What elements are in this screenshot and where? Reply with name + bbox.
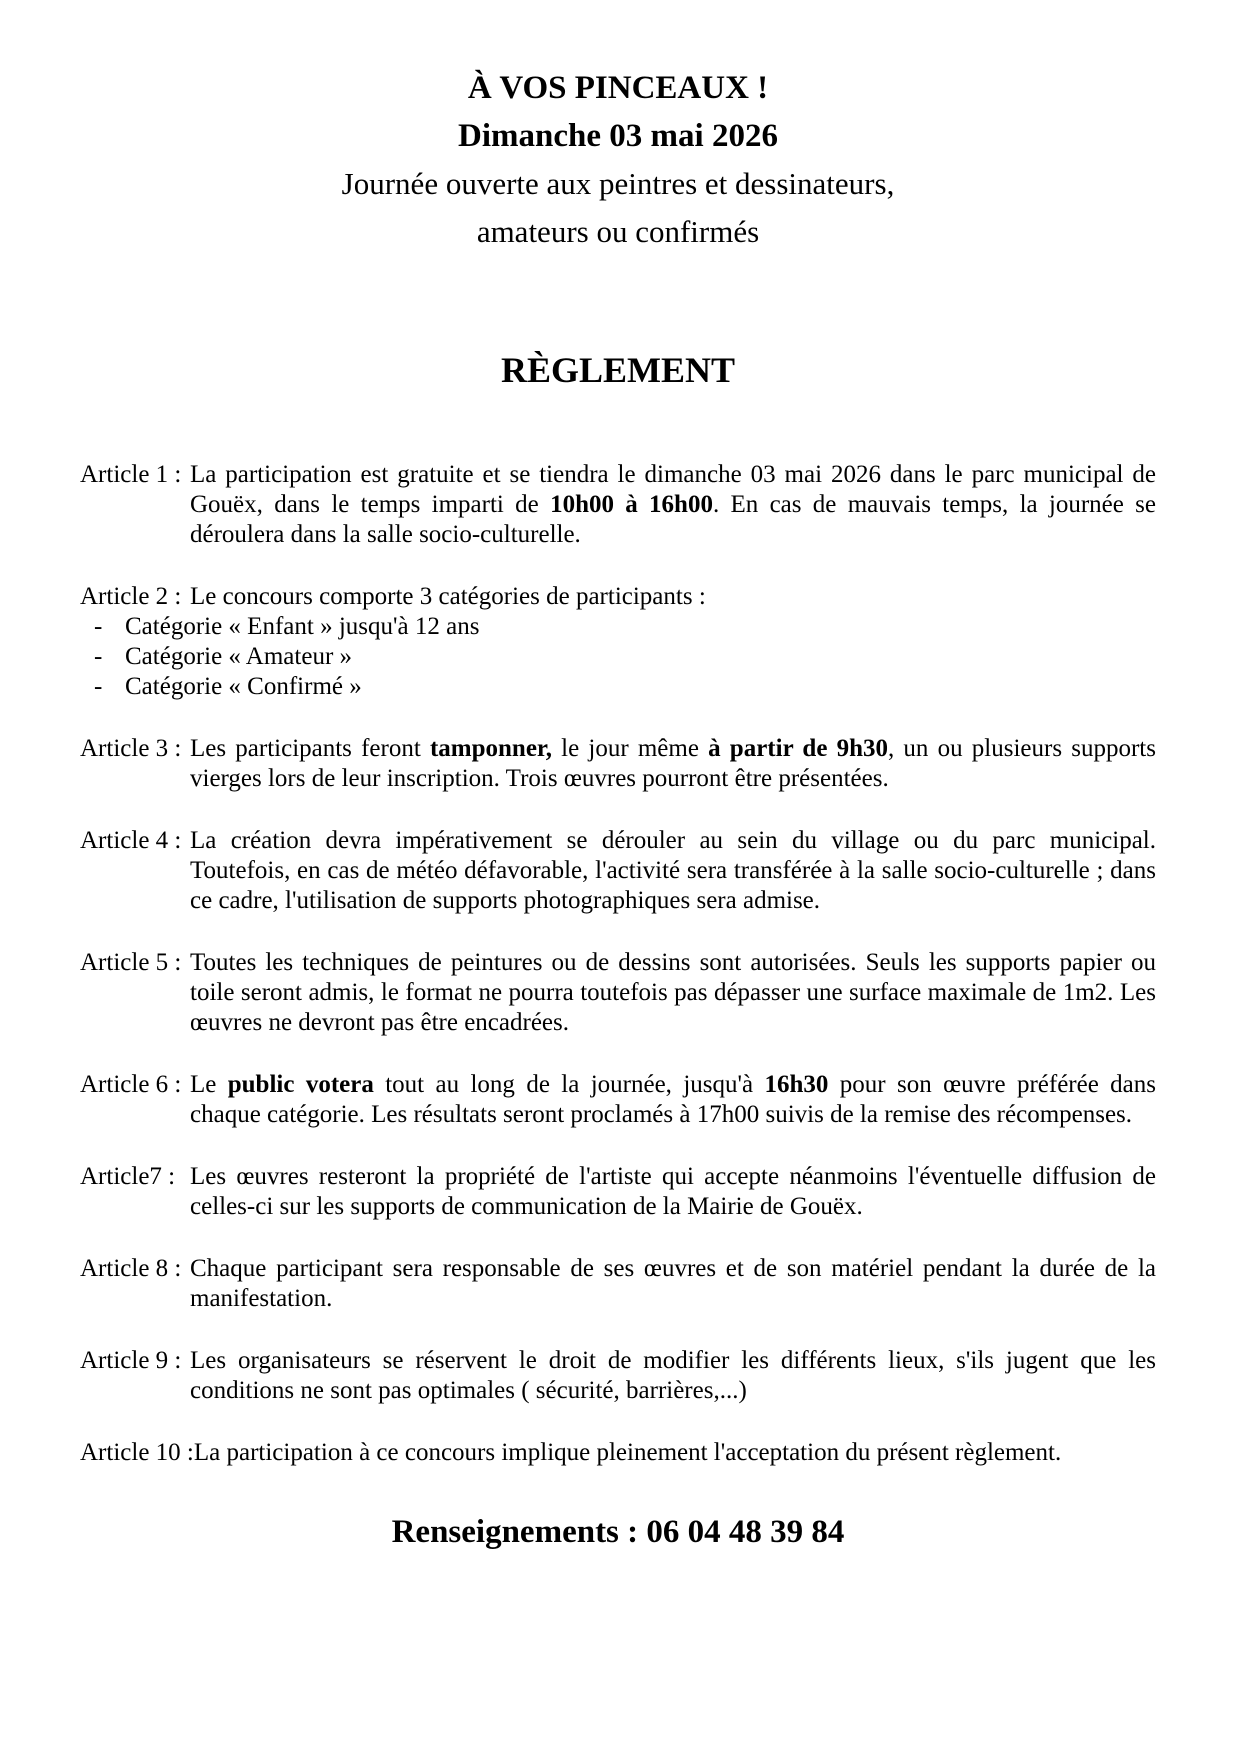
- article-row: [80, 582, 1156, 612]
- article-body: La participation à ce concours implique pleinement l'acceptation du présent règlement.: [193, 1439, 1062, 1466]
- article-row: [80, 826, 1156, 916]
- category-item-label: Catégorie « Enfant » jusqu'à 12 ans: [125, 613, 480, 640]
- document-header: [80, 64, 1156, 256]
- article: [80, 1438, 1156, 1468]
- article-body: Les participants feront tamponner, le jour même à partir de 9h30, un ou plusieurs supports vierges lors de leur inscription. Trois œuvres pourront être présentées.: [190, 735, 1156, 792]
- category-item: [94, 642, 1156, 672]
- article: [80, 1070, 1156, 1130]
- article: [80, 460, 1156, 550]
- contact-info: Renseignements : 06 04 48 39 84: [391, 1514, 845, 1550]
- article-body: Les œuvres resteront la propriété de l'artiste qui accepte néanmoins l'éventuelle diffusion de celles-ci sur les supports de communication de la Mairie de Gouëx.: [190, 1163, 1156, 1220]
- article: [80, 1346, 1156, 1406]
- article: [80, 734, 1156, 794]
- article-body: Le public votera tout au long de la journée, jusqu'à 16h30 pour son œuvre préférée dans chaque catégorie. Les résultats seront proclamés à 17h00 suivis de la remise des récompenses.: [190, 1071, 1157, 1128]
- article: [80, 948, 1156, 1038]
- article-label: Article 10 :: [80, 1439, 194, 1466]
- article-label: Article 3 :: [80, 735, 182, 762]
- article-row: [80, 1070, 1156, 1130]
- category-item: [94, 672, 1156, 702]
- article-body: La participation est gratuite et se tiendra le dimanche 03 mai 2026 dans le parc municipal de Gouëx, dans le temps imparti de 10h00 à 16h00. En cas de mauvais temps, la journée se déroulera dans la salle socio-culturelle.: [190, 461, 1156, 548]
- article-label: Article7 :: [80, 1163, 176, 1190]
- bullet-dash: -: [94, 673, 103, 700]
- category-list: [80, 612, 1156, 702]
- category-item-label: Catégorie « Amateur »: [125, 643, 353, 670]
- article-body: Chaque participant sera responsable de ses œuvres et de son matériel pendant la durée de la manifestation.: [190, 1255, 1156, 1312]
- article-row: [80, 1438, 1156, 1468]
- category-item-label: Catégorie « Confirmé »: [125, 673, 362, 700]
- article-row: [80, 460, 1156, 550]
- article-label: Article 5 :: [80, 949, 182, 976]
- article-label: Article 1 :: [80, 461, 182, 488]
- article-row: [80, 734, 1156, 794]
- article-label: Article 8 :: [80, 1255, 182, 1282]
- article-label: Article 2 :: [80, 583, 182, 610]
- article-label: Article 6 :: [80, 1071, 182, 1098]
- article: [80, 1254, 1156, 1314]
- articles-list: [80, 460, 1156, 1468]
- event-date: Dimanche 03 mai 2026: [458, 118, 778, 154]
- category-item: [94, 612, 1156, 642]
- article-label: Article 9 :: [80, 1347, 182, 1374]
- article-body: Le concours comporte 3 catégories de participants :: [190, 583, 706, 610]
- article: [80, 1162, 1156, 1222]
- event-subtitle-line-2: amateurs ou confirmés: [476, 214, 760, 249]
- article-row: [80, 1346, 1156, 1406]
- article: [80, 582, 1156, 702]
- article-row: [80, 948, 1156, 1038]
- bullet-dash: -: [94, 643, 103, 670]
- article-body: La création devra impérativement se dérouler au sein du village ou du parc municipal. Toutefois, en cas de météo défavorable, l'activité sera transférée à la salle socio-culturelle ; dans ce cadre, l'utilisation de supports photographiques sera admise.: [190, 827, 1156, 914]
- section-heading-reglement: RÈGLEMENT: [500, 350, 736, 390]
- article-body: Les organisateurs se réservent le droit de modifier les différents lieux, s'ils jugent que les conditions ne sont pas optimales ( sécurité, barrières,...): [190, 1347, 1156, 1404]
- article-row: [80, 1162, 1156, 1222]
- bullet-dash: -: [94, 613, 103, 640]
- event-title: À VOS PINCEAUX !: [467, 70, 769, 106]
- article-row: [80, 1254, 1156, 1314]
- event-subtitle-line-1: Journée ouverte aux peintres et dessinateurs,: [341, 166, 895, 201]
- article-label: Article 4 :: [80, 827, 182, 854]
- article: [80, 826, 1156, 916]
- article-body: Toutes les techniques de peintures ou de dessins sont autorisées. Seuls les supports papier ou toile seront admis, le format ne pourra toutefois pas dépasser une surface maximale de 1m2. Les œuvres ne devront pas être encadrées.: [190, 949, 1156, 1036]
